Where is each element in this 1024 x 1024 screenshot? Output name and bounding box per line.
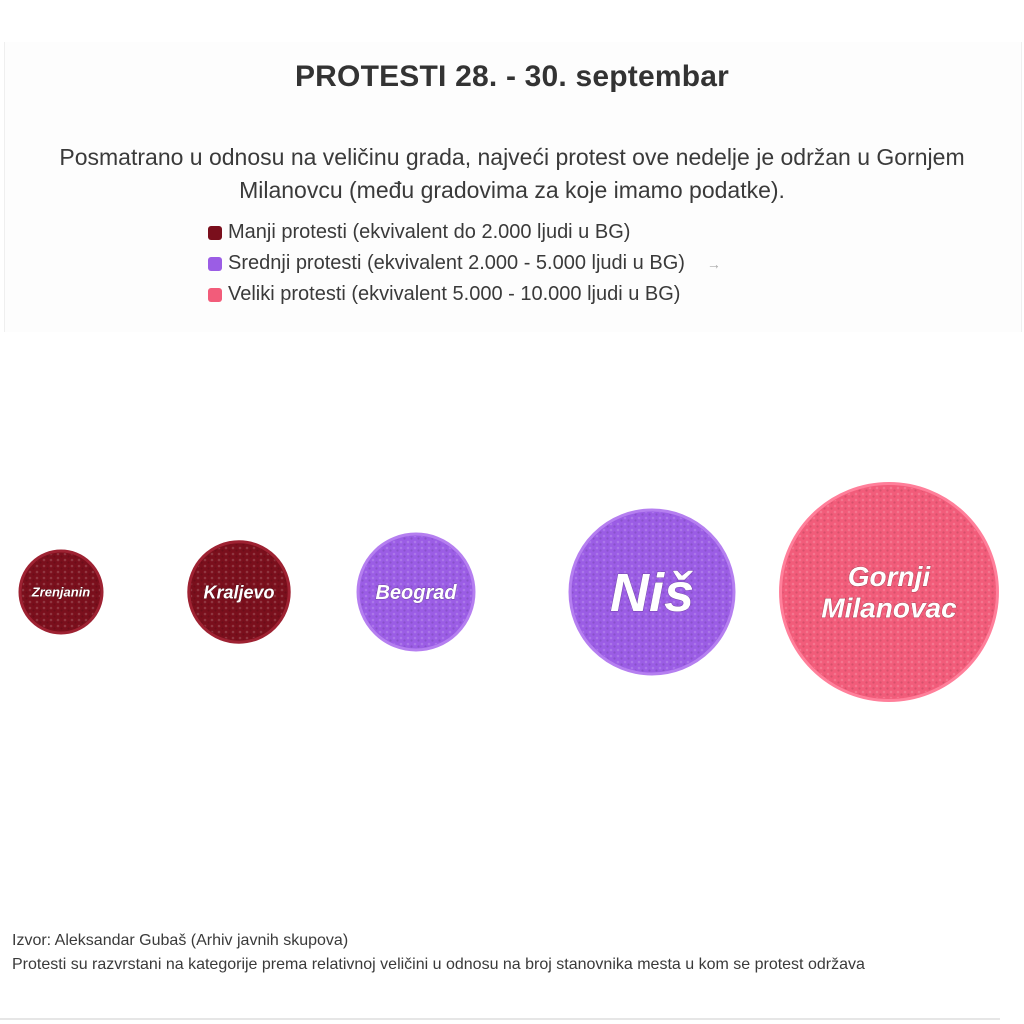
source-note: Izvor: Aleksandar Gubaš (Arhiv javnih skupova): [12, 932, 349, 949]
legend-label-large: Veliki protesti (ekvivalent 5.000 - 10.000 ljudi u BG): [228, 283, 681, 305]
bubble-label: Gornji Milanovac: [821, 561, 957, 624]
bubble-kraljevo[interactable]: [189, 542, 289, 642]
arrow-right-icon: →: [706, 255, 721, 272]
bubble-beograd[interactable]: [358, 534, 474, 650]
divider: [0, 1018, 1000, 1020]
legend-label-medium: Srednji protesti (ekvivalent 2.000 - 5.000 ljudi u BG): [228, 252, 685, 274]
bubble-label: Zrenjanin: [31, 584, 91, 600]
chart-title: PROTESTI 28. - 30. septembar: [294, 60, 730, 93]
bubble-gornji-milanovac[interactable]: [781, 484, 998, 701]
bubble-label: Kraljevo: [203, 582, 275, 603]
chart-subtitle: Posmatrano u odnosu na veličinu grada, najveći protest ove nedelje je održan u Gornjem Milanovcu (među gradovima za koje imamo podatke).: [59, 144, 965, 203]
legend-label-small: Manji protesti (ekvivalent do 2.000 ljudi u BG): [228, 221, 631, 243]
methodology-note: Protesti su razvrstani na kategorije prema relativnoj veličini u odnosu na broj stanovnika mesta u kom se protest održava: [12, 956, 865, 973]
bubble-zrenjanin[interactable]: [20, 551, 102, 633]
bubble-label: Beograd: [375, 582, 457, 604]
footer: [12, 929, 1012, 977]
bubble-label: Niš: [609, 562, 695, 623]
bubble-ni[interactable]: [570, 510, 734, 674]
